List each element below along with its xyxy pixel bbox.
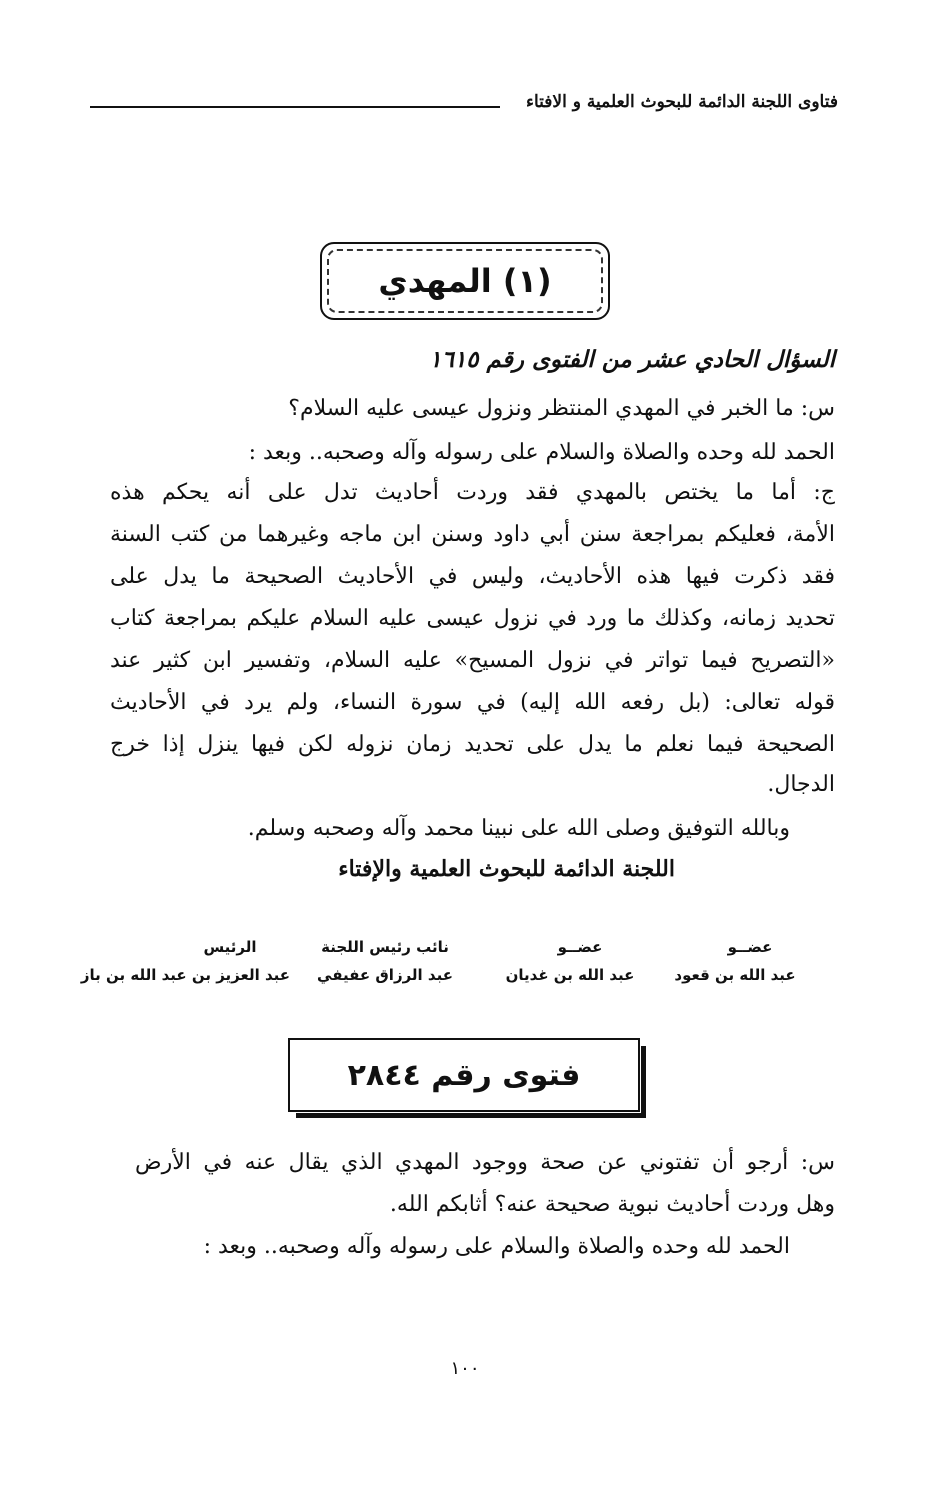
signatory-role-member-2: عضــو	[727, 938, 773, 956]
running-header: فتاوى اللجنة الدائمة للبحوث العلمية و الافتاء	[526, 92, 838, 112]
question-heading: السؤال الحادي عشر من الفتوى رقم ١٦١٥	[429, 346, 835, 373]
fatwa1-answer-last-line: الدجال.	[767, 772, 835, 797]
fatwa1-answer-line-3: فقد ذكرت فيها هذه الأحاديث، وليس في الأحاديث الصحيحة ما يدل على	[110, 564, 835, 589]
fatwa1-answer-line-1: ج: أما ما يختص بالمهدي فقد وردت أحاديث تدل على أنه يحكم هذه	[110, 480, 835, 505]
fatwa2-question-line-2: وهل وردت أحاديث نبوية صحيحة عنه؟ أثابكم الله.	[389, 1192, 835, 1217]
fatwa1-question: س: ما الخبر في المهدي المنتظر ونزول عيسى عليه السلام؟	[288, 396, 835, 421]
fatwa1-answer-line-7: الصحيحة فيما نعلم ما يدل على تحديد زمان نزوله لكن فيها ينزل إذا خرج	[110, 732, 835, 757]
signatory-role-vice-president: نائب رئيس اللجنة	[321, 938, 449, 956]
signatory-name-member-2: عبد الله بن قعود	[674, 966, 796, 984]
fatwa2-question-line-1: س: أرجو أن تفتوني عن صحة ووجود المهدي الذي يقال عنه في الأرض	[135, 1150, 835, 1175]
fatwa2-title: فتوى رقم ٢٨٤٤	[347, 1057, 581, 1093]
committee-name: اللجنة الدائمة للبحوث العلمية والإفتاء	[338, 856, 675, 882]
signatory-role-president: الرئيس	[203, 938, 257, 956]
signatory-name-president: عبد العزيز بن عبد الله بن باز	[80, 966, 290, 984]
fatwa2-opening: الحمد لله وحده والصلاة والسلام على رسوله وآله وصحبه.. وبعد :	[203, 1234, 790, 1259]
fatwa1-answer-line-5: «التصريح فيما تواتر في نزول المسيح» عليه السلام، وتفسير ابن كثير عند	[110, 648, 835, 673]
fatwa1-closing: وبالله التوفيق وصلى الله على نبينا محمد وآله وصحبه وسلم.	[247, 816, 790, 841]
page-number: ١٠٠	[450, 1358, 480, 1379]
fatwa1-answer-line-6: قوله تعالى: (بل رفعه الله إليه) في سورة النساء، ولم يرد في الأحاديث	[110, 690, 835, 715]
fatwa1-answer-line-4: تحديد زمانه، وكذلك ما ورد في نزول عيسى عليه السلام عليكم بمراجعة كتاب	[110, 606, 835, 631]
signatory-role-member-1: عضــو	[557, 938, 603, 956]
section-title-inner-frame	[327, 249, 603, 313]
signatory-name-vice-president: عبد الرزاق عفيفي	[317, 966, 453, 984]
fatwa1-answer-line-2: الأمة، فعليكم بمراجعة سنن أبي داود وسنن ابن ماجه وغيرهما من كتب السنة	[110, 522, 835, 547]
section-title-frame	[320, 242, 610, 320]
header-rule	[90, 106, 500, 108]
fatwa1-opening: الحمد لله وحده والصلاة والسلام على رسوله وآله وصحبه.. وبعد :	[248, 440, 835, 465]
section-title: (١) المهدي	[378, 262, 552, 300]
fatwa2-title-frame	[288, 1038, 640, 1112]
signatory-name-member-1: عبد الله بن غديان	[505, 966, 635, 984]
